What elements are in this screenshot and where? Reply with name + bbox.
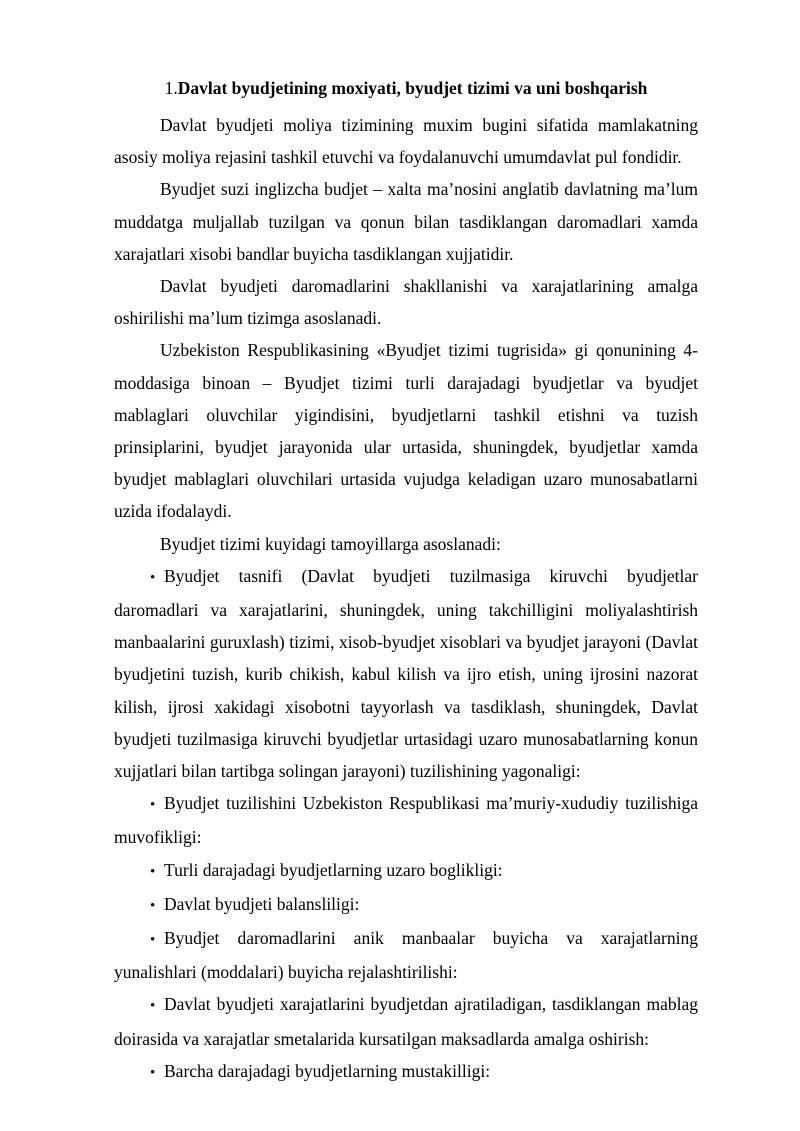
list-item-text: Byudjet daromadlarini anik manbaalar buyicha va xarajatlarning yunalishlari (moddalari) buyicha rejalashtirilishi: xyxy=(114,928,698,983)
list-item-text: Byudjet tuzilishini Uzbekiston Respublikasi ma’muriy-xududiy tuzilishiga muvofikligi: xyxy=(114,793,698,848)
bullet-icon: • xyxy=(150,1064,156,1081)
bullet-icon: • xyxy=(150,932,156,949)
paragraph: Davlat byudjeti moliya tizimining muxim bugini sifatida mamlakatning asosiy moliya rejasini tashkil etuvchi va foydalanuvchi umumdavlat pul fondidir. xyxy=(114,115,698,168)
paragraph: Davlat byudjeti daromadlarini shakllanishi va xarajatlarining amalga oshirilishi ma’lum tizimga asoslanadi. xyxy=(114,276,698,329)
section-number: 1. xyxy=(164,78,178,98)
list-item xyxy=(114,560,698,787)
bullet-icon: • xyxy=(150,897,156,914)
document-page xyxy=(114,72,698,1089)
list-item-text: Barcha darajadagi byudjetlarning mustakilligi: xyxy=(164,1060,491,1081)
list-item-text: Turli darajadagi byudjetlarning uzaro boglikligi: xyxy=(164,859,503,880)
list-item-text: Davlat byudjeti xarajatlarini byudjetdan ajratiladigan, tasdiklangan mablag doirasida va xarajatlar smetalarida kursatilgan maksadlarda amalga oshirish: xyxy=(114,994,698,1049)
paragraph: Uzbekiston Respublikasining «Byudjet tizimi tugrisida» gi qonunining 4-moddasiga binoan – Byudjet tizimi turli darajadagi byudjetlar va byudjet mablaglari oluvchilar yigindisini, byudjetlarni tashkil etishni va tuzish prinsiplarini, byudjet jarayonida ular urtasida, shuningdek, byudjetlar xamda byudjet mablaglari oluvchilari urtasida vujudga keladigan uzaro munosabatlarni uzida ifodalaydi. xyxy=(114,340,698,522)
section-title xyxy=(114,72,698,104)
section-title-text: Davlat byudjetining moxiyati, byudjet tizimi va uni boshqarish xyxy=(177,78,648,98)
list-item xyxy=(114,888,698,922)
list-item xyxy=(114,1055,698,1089)
list-item xyxy=(114,854,698,888)
list-item-text: Davlat byudjeti balansliligi: xyxy=(164,893,360,914)
list-item xyxy=(114,922,698,988)
list-item xyxy=(114,988,698,1054)
paragraph: Byudjet suzi inglizcha budjet – xalta ma’nosini anglatib davlatning ma’lum muddatga muljallab tuzilgan va qonun bilan tasdiklangan daromadlari xamda xarajatlari xisobi bandlar buyicha tasdiklangan xujjatidir. xyxy=(114,179,698,264)
bullet-icon: • xyxy=(150,998,156,1015)
bullet-icon: • xyxy=(150,797,156,814)
list-item-text: Byudjet tasnifi (Davlat byudjeti tuzilmasiga kiruvchi byudjetlar daromadlari va xarajatlarini, shuningdek, uning takchilligini moliyalashtirish manbaalarini guruxlash) tizimi, xisob-byudjet xisoblari va byudjet jarayoni (Davlat byudjetini tuzish, kurib chikish, kabul kilish va ijro etish, uning ijrosini nazorat kilish, ijrosi xakidagi xisobotni tayyorlash va tasdiklash, shuningdek, Davlat byudjeti tuzilmasiga kiruvchi byudjetlar urtasidagi uzaro munosabatlarning konun xujjatlari bilan tartibga solingan jarayoni) tuzilishining yagonaligi: xyxy=(114,565,698,782)
list-item xyxy=(114,787,698,853)
bullet-icon: • xyxy=(150,863,156,880)
bullet-icon: • xyxy=(150,569,156,586)
paragraph: Byudjet tizimi kuyidagi tamoyillarga asoslanadi: xyxy=(160,533,501,554)
